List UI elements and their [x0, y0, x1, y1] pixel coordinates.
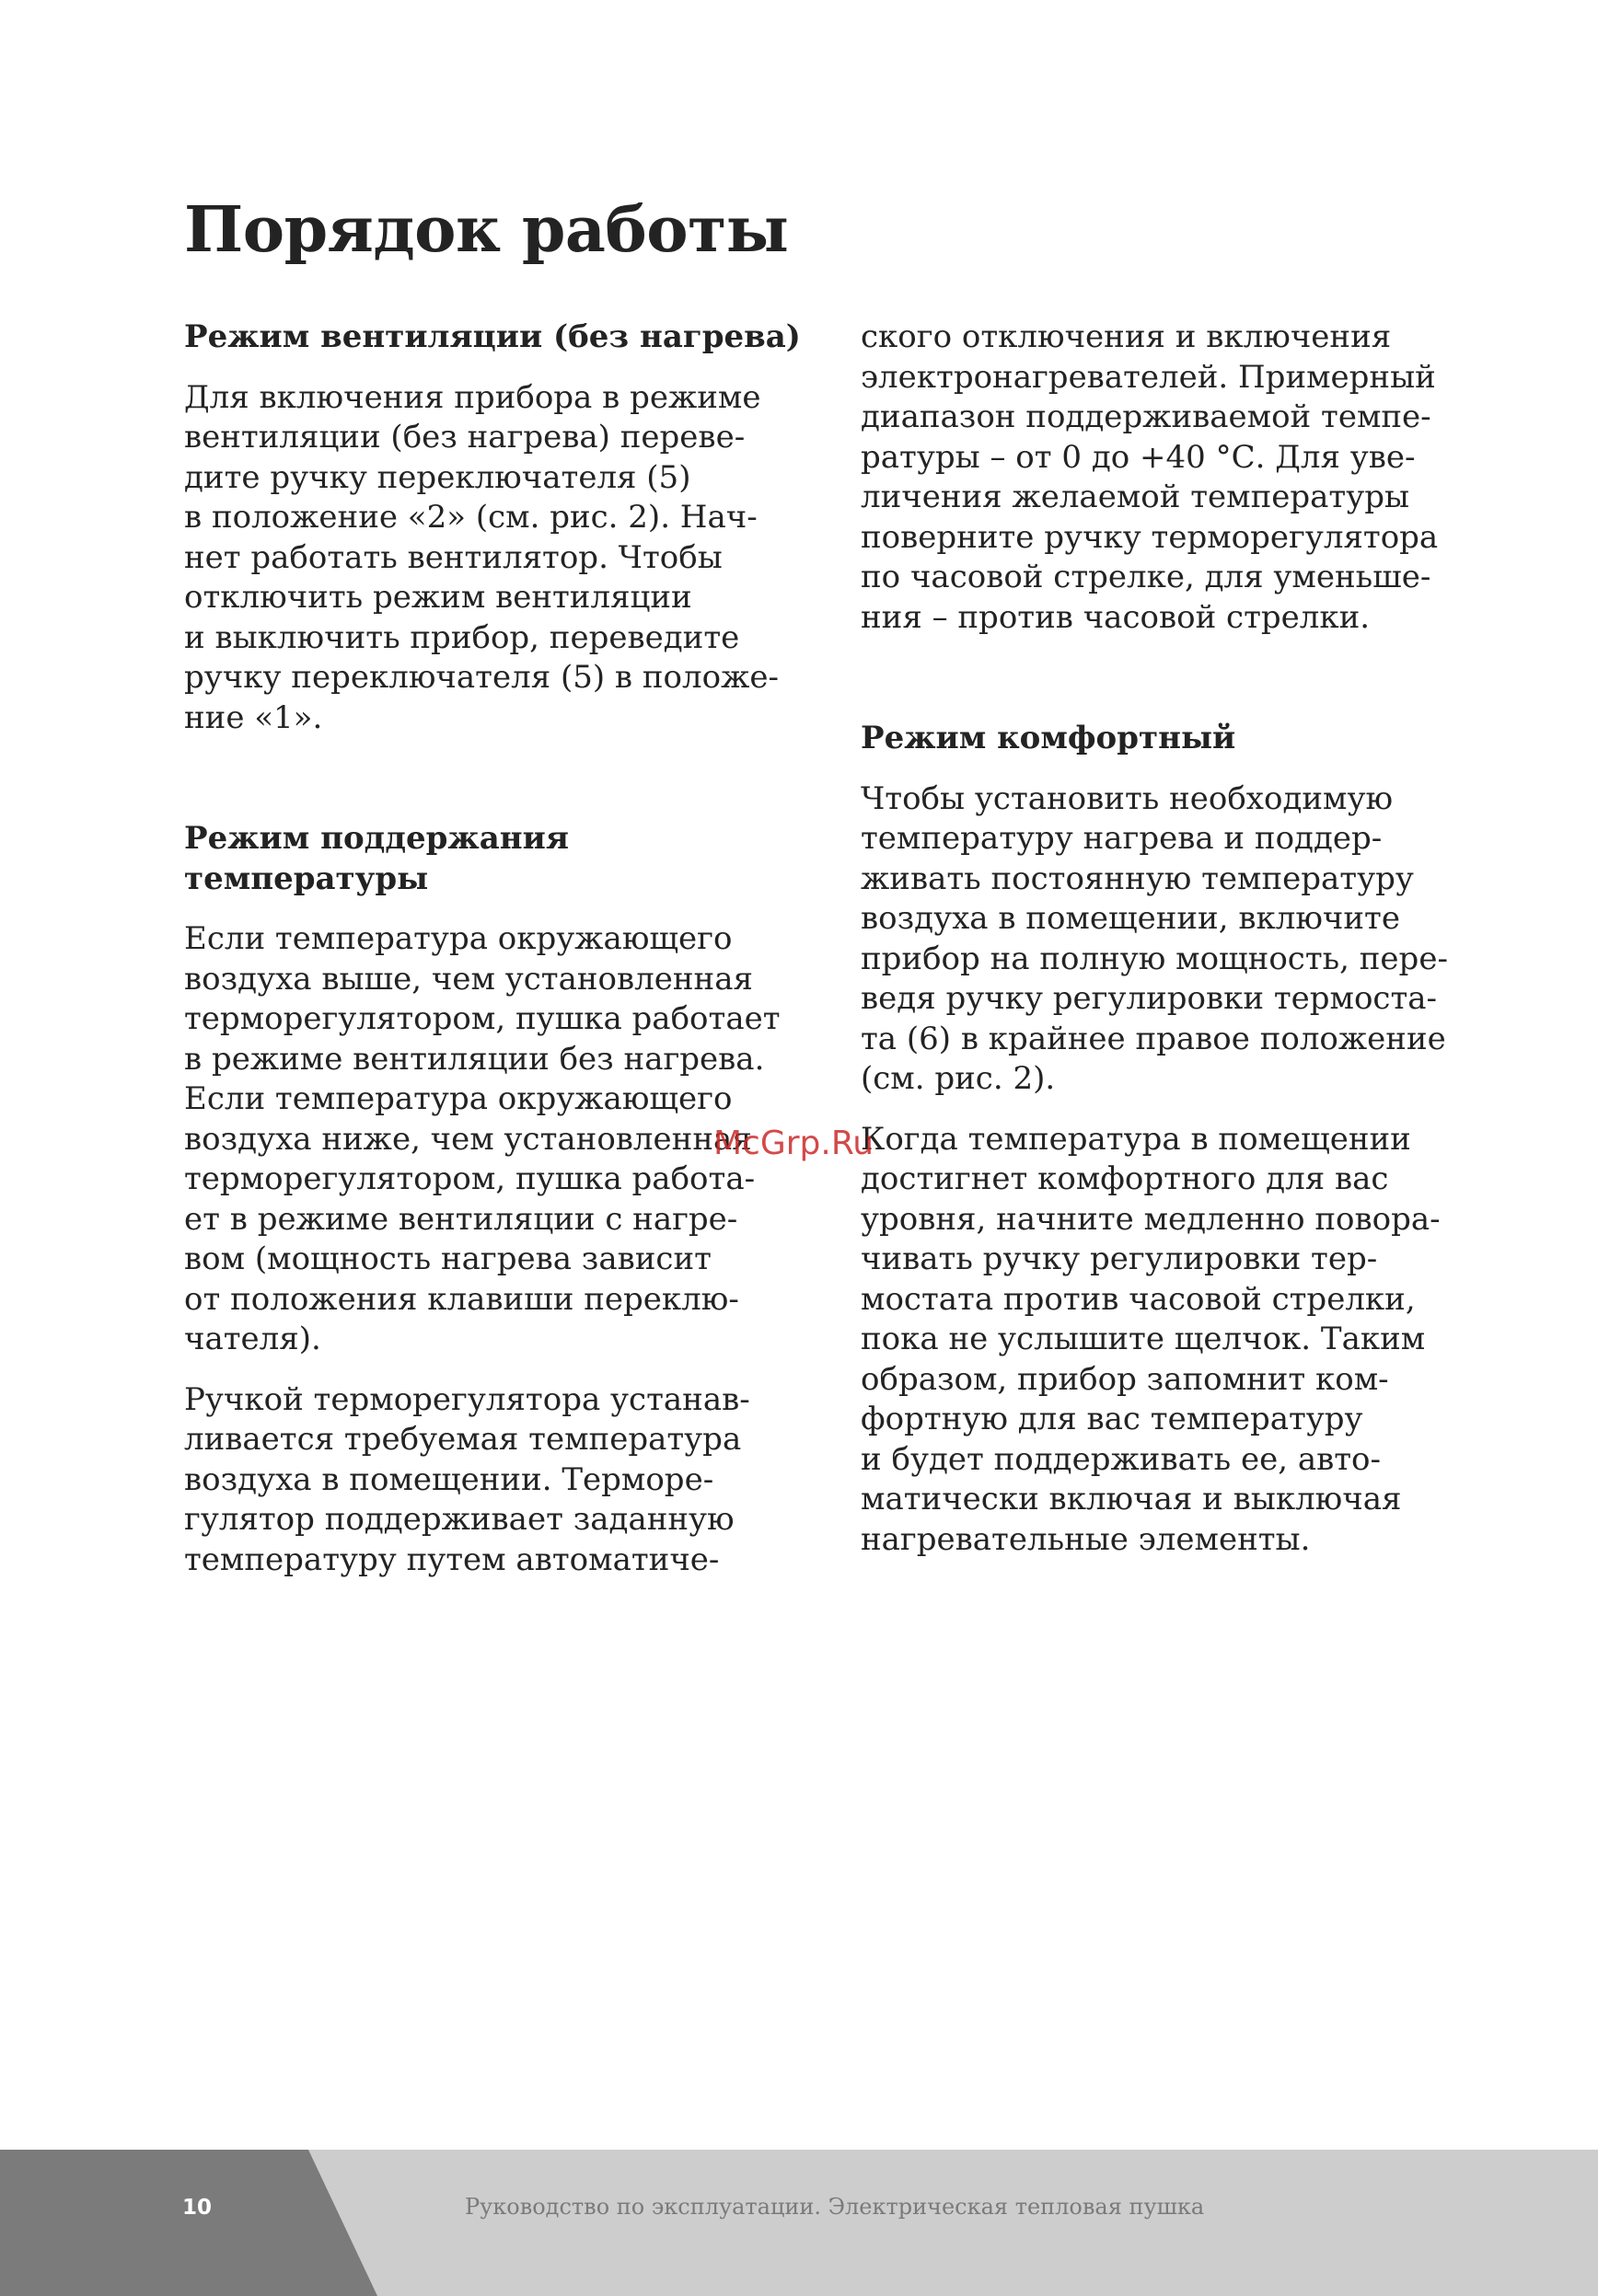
text-line: Ручкой терморегулятора устанав-	[184, 1380, 750, 1418]
text-line: Режим комфортный	[861, 720, 1236, 756]
paragraph-comfort-2	[861, 1120, 1468, 1561]
text-line: живать постоянную температуру	[861, 860, 1414, 897]
text-line: от положения клавиши переклю-	[184, 1280, 739, 1318]
paragraph-temperature-1	[184, 919, 792, 1360]
text-line: воздуха в помещении. Терморе-	[184, 1460, 714, 1498]
text-line: в положение «2» (см. рис. 2). Нач-	[184, 499, 758, 536]
text-line: Если температура окружающего	[184, 920, 733, 957]
text-line: ведя ручку регулировки термоста-	[861, 980, 1438, 1017]
paragraph-temperature-2	[184, 1380, 792, 1581]
text-line: Если температура окружающего	[184, 1080, 733, 1117]
section-heading-comfort	[861, 719, 1468, 759]
text-line: чателя).	[184, 1321, 321, 1357]
text-line: ния – против часовой стрелки.	[861, 598, 1371, 636]
text-line: терморегулятором, пушка работа-	[184, 1160, 756, 1197]
text-line: ратуры – от 0 до +40 °С. Для уве-	[861, 438, 1416, 476]
page-footer	[0, 2150, 1598, 2296]
text-line: воздуха в помещении, включите	[861, 900, 1400, 937]
text-line: температуры	[184, 860, 429, 897]
text-line: пока не услышите щелчок. Таким	[861, 1321, 1426, 1357]
text-line: мостата против часовой стрелки,	[861, 1280, 1416, 1318]
paragraph-ventilation	[184, 378, 792, 739]
section-heading-ventilation	[184, 317, 801, 358]
text-line: ние «1».	[184, 698, 323, 736]
footer-document-title: Руководство по эксплуатации. Электрическая тепловая пушка	[465, 2194, 1205, 2220]
paragraph-comfort-1	[861, 779, 1468, 1100]
paragraph-continuation	[861, 317, 1468, 638]
text-line: в режиме вентиляции без нагрева.	[184, 1040, 765, 1078]
text-line: температуру путем автоматиче-	[184, 1540, 720, 1578]
page-number: 10	[182, 2196, 213, 2220]
text-line: ливается требуемая температура	[184, 1421, 742, 1458]
section-heading-temperature	[184, 819, 792, 899]
right-column	[861, 317, 1468, 1560]
text-line: нагревательные элементы.	[861, 1520, 1311, 1558]
text-line: достигнет комфортного для вас	[861, 1160, 1389, 1197]
text-line: поверните ручку терморегулятора	[861, 518, 1439, 556]
text-line: фортную для вас температуру	[861, 1401, 1363, 1437]
watermark: McGrp.Ru	[713, 1125, 874, 1162]
text-line: образом, прибор запомнит ком-	[861, 1360, 1389, 1398]
text-line: дите ручку переключателя (5)	[184, 458, 691, 496]
text-line: Когда температура в помещении	[861, 1120, 1411, 1158]
text-line: нет работать вентилятор. Чтобы	[184, 538, 723, 576]
text-line: и будет поддерживать ее, авто-	[861, 1440, 1382, 1478]
page-title: Порядок работы	[184, 193, 789, 267]
text-line: (см. рис. 2).	[861, 1060, 1056, 1097]
text-line: личения желаемой температуры	[861, 479, 1410, 515]
text-line: ет в режиме вентиляции с нагре-	[184, 1200, 738, 1238]
text-line: Для включения прибора в режиме	[184, 378, 761, 416]
text-line: воздуха ниже, чем установленная	[184, 1120, 752, 1158]
text-line: Режим вентиляции (без нагрева)	[184, 318, 801, 355]
text-line: вентиляции (без нагрева) переве-	[184, 419, 746, 456]
text-line: матически включая и выключая	[861, 1481, 1402, 1517]
text-line: та (6) в крайнее правое положение	[861, 1020, 1446, 1057]
text-line: и выключить прибор, переведите	[184, 618, 740, 656]
text-line: гулятор поддерживает заданную	[184, 1501, 735, 1538]
text-line: ручку переключателя (5) в положе-	[184, 659, 779, 696]
text-line: уровня, начните медленно повора-	[861, 1200, 1441, 1238]
text-line: электронагревателей. Примерный	[861, 358, 1436, 396]
text-line: воздуха выше, чем установленная	[184, 960, 753, 998]
text-line: температуру нагрева и поддер-	[861, 820, 1383, 857]
footer-band	[0, 2150, 1598, 2296]
text-line: Режим поддержания	[184, 820, 569, 857]
text-line: диапазон поддерживаемой темпе-	[861, 398, 1431, 435]
text-line: Чтобы установить необходимую	[861, 779, 1394, 817]
text-line: чивать ручку регулировки тер-	[861, 1240, 1378, 1277]
text-line: по часовой стрелке, для уменьше-	[861, 559, 1431, 595]
text-line: вом (мощность нагрева зависит	[184, 1240, 712, 1277]
text-line: терморегулятором, пушка работает	[184, 1000, 781, 1037]
text-line: ского отключения и включения	[861, 318, 1392, 355]
text-line: прибор на полную мощность, пере-	[861, 940, 1448, 977]
text-line: отключить режим вентиляции	[184, 579, 692, 616]
